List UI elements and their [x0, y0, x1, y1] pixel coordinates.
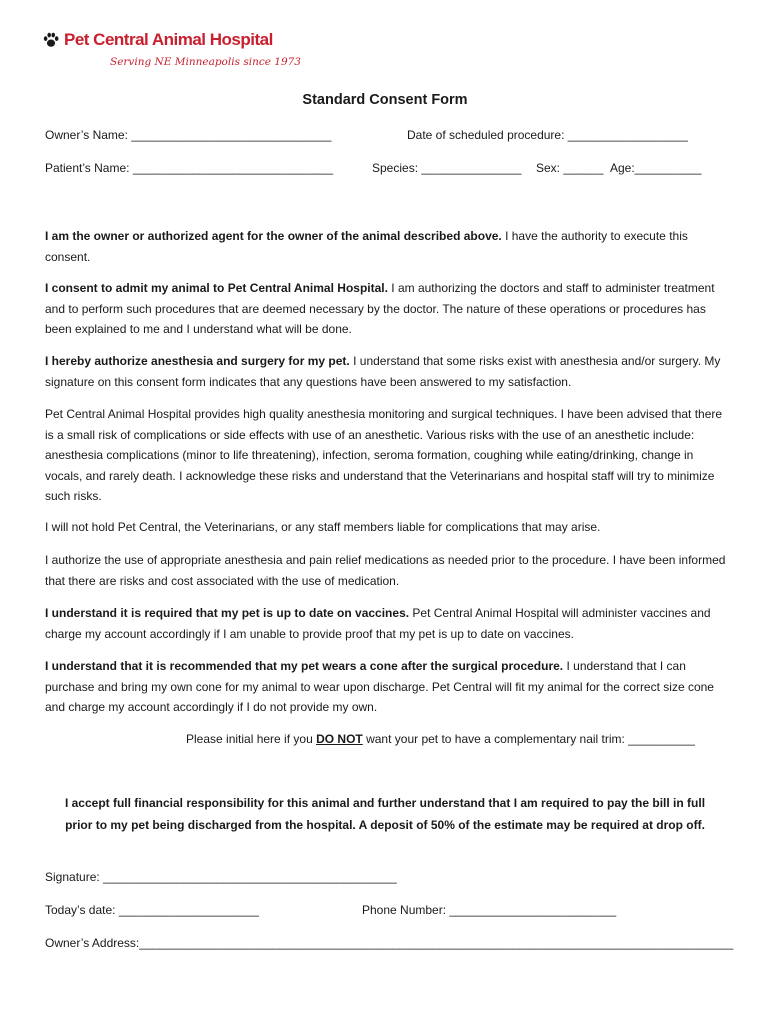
paragraph-owner-authority-bold: I am the owner or authorized agent for the owner of the animal described above.: [45, 229, 502, 243]
tagline: Serving NE Minneapolis since 1973: [110, 56, 301, 68]
paragraph-anesthesia-authorization: [45, 351, 730, 392]
paragraph-cone-text: I understand that I can purchase and bring my own cone for my animal to wear upon discharge. Pet Central will fit my animal for the correct size cone and charge my account accordingly if I do not provide my own.: [45, 659, 714, 714]
phone-number-field[interactable]: Phone Number: _________________________: [362, 903, 617, 917]
nail-trim-initial-field[interactable]: [186, 732, 695, 746]
paw-icon: [42, 31, 60, 49]
species-field[interactable]: Species: _______________: [372, 161, 522, 175]
age-field[interactable]: Age:__________: [610, 161, 702, 175]
paragraph-owner-authority: [45, 226, 730, 267]
paragraph-vaccines-text: Pet Central Animal Hospital will administer vaccines and charge my account accordingly if I am unable to provide proof that my pet is up to date on vaccines.: [45, 606, 711, 641]
financial-responsibility-line2: prior to my pet being discharged from the hospital. A deposit of 50% of the estimate may be required at drop off.: [65, 818, 705, 832]
paragraph-anesthesia-authorization-text: I understand that some risks exist with anesthesia and/or surgery. My signature on this consent form indicates that any questions have been answered to my satisfaction.: [45, 354, 721, 389]
paragraph-anesthesia-risks: [45, 404, 730, 507]
paragraph-medication-text: I authorize the use of appropriate anesthesia and pain relief medications as needed prior to the procedure. I have been informed that there are risks and cost associated with the use of medication.: [45, 553, 726, 588]
paragraph-anesthesia-risks-text: Pet Central Animal Hospital provides high quality anesthesia monitoring and surgical techniques. I have been advised that there is a small risk of complications or side effects with use of an anesthetic. Various risks with the use of an anesthetic include: anesthesia complications (minor to life threatening), infection, seroma formation, coughing while eating/drinking, change in vocals, and rarely death. I acknowledge these risks and understand that the Veterinarians and hospital staff will try to minimize such risks.: [45, 407, 723, 503]
paragraph-vaccines: [45, 603, 730, 644]
paragraph-anesthesia-authorization-bold: I hereby authorize anesthesia and surgery for my pet.: [45, 354, 350, 368]
form-title: Standard Consent Form: [302, 92, 468, 108]
paragraph-admit-consent-bold: I consent to admit my animal to Pet Central Animal Hospital.: [45, 281, 388, 295]
paragraph-medication: [45, 550, 730, 591]
paragraph-vaccines-bold: I understand it is required that my pet is up to date on vaccines.: [45, 606, 410, 620]
paragraph-admit-consent-text: I am authorizing the doctors and staff to administer treatment and to perform such procedures that are deemed necessary by the doctor. The nature of these operations or procedures has been explained to me and I understand what will be done.: [45, 281, 715, 336]
procedure-date-field[interactable]: Date of scheduled procedure: __________________: [407, 128, 688, 142]
paragraph-owner-authority-text: I have the authority to execute this consent.: [45, 229, 688, 264]
nail-trim-emphasis: DO NOT: [316, 732, 363, 746]
nail-trim-before: Please initial here if you: [186, 732, 317, 746]
owner-name-field[interactable]: Owner’s Name: ______________________________: [45, 128, 332, 142]
paragraph-cone: [45, 656, 730, 718]
patient-name-field[interactable]: Patient’s Name: ______________________________: [45, 161, 334, 175]
logo-name: Pet Central Animal Hospital: [64, 30, 273, 49]
sex-field[interactable]: Sex: ______: [536, 161, 604, 175]
owner-address-field[interactable]: Owner’s Address:_________________________________________________________________________________________: [45, 936, 734, 950]
hospital-logo: [42, 30, 273, 50]
paragraph-liability: [45, 517, 730, 538]
signature-field[interactable]: Signature: ____________________________________________: [45, 870, 397, 884]
nail-trim-after: want your pet to have a complementary nail trim: __________: [362, 732, 695, 746]
paragraph-cone-bold: I understand that it is recommended that my pet wears a cone after the surgical procedure.: [45, 659, 564, 673]
paragraph-liability-text: I will not hold Pet Central, the Veterinarians, or any staff members liable for complications that may arise.: [45, 520, 601, 534]
financial-responsibility-line1: I accept full financial responsibility for this animal and further understand that I am required to pay the bill in full: [64, 796, 706, 810]
paragraph-admit-consent: [45, 278, 730, 340]
todays-date-field[interactable]: Today’s date: _____________________: [45, 903, 259, 917]
